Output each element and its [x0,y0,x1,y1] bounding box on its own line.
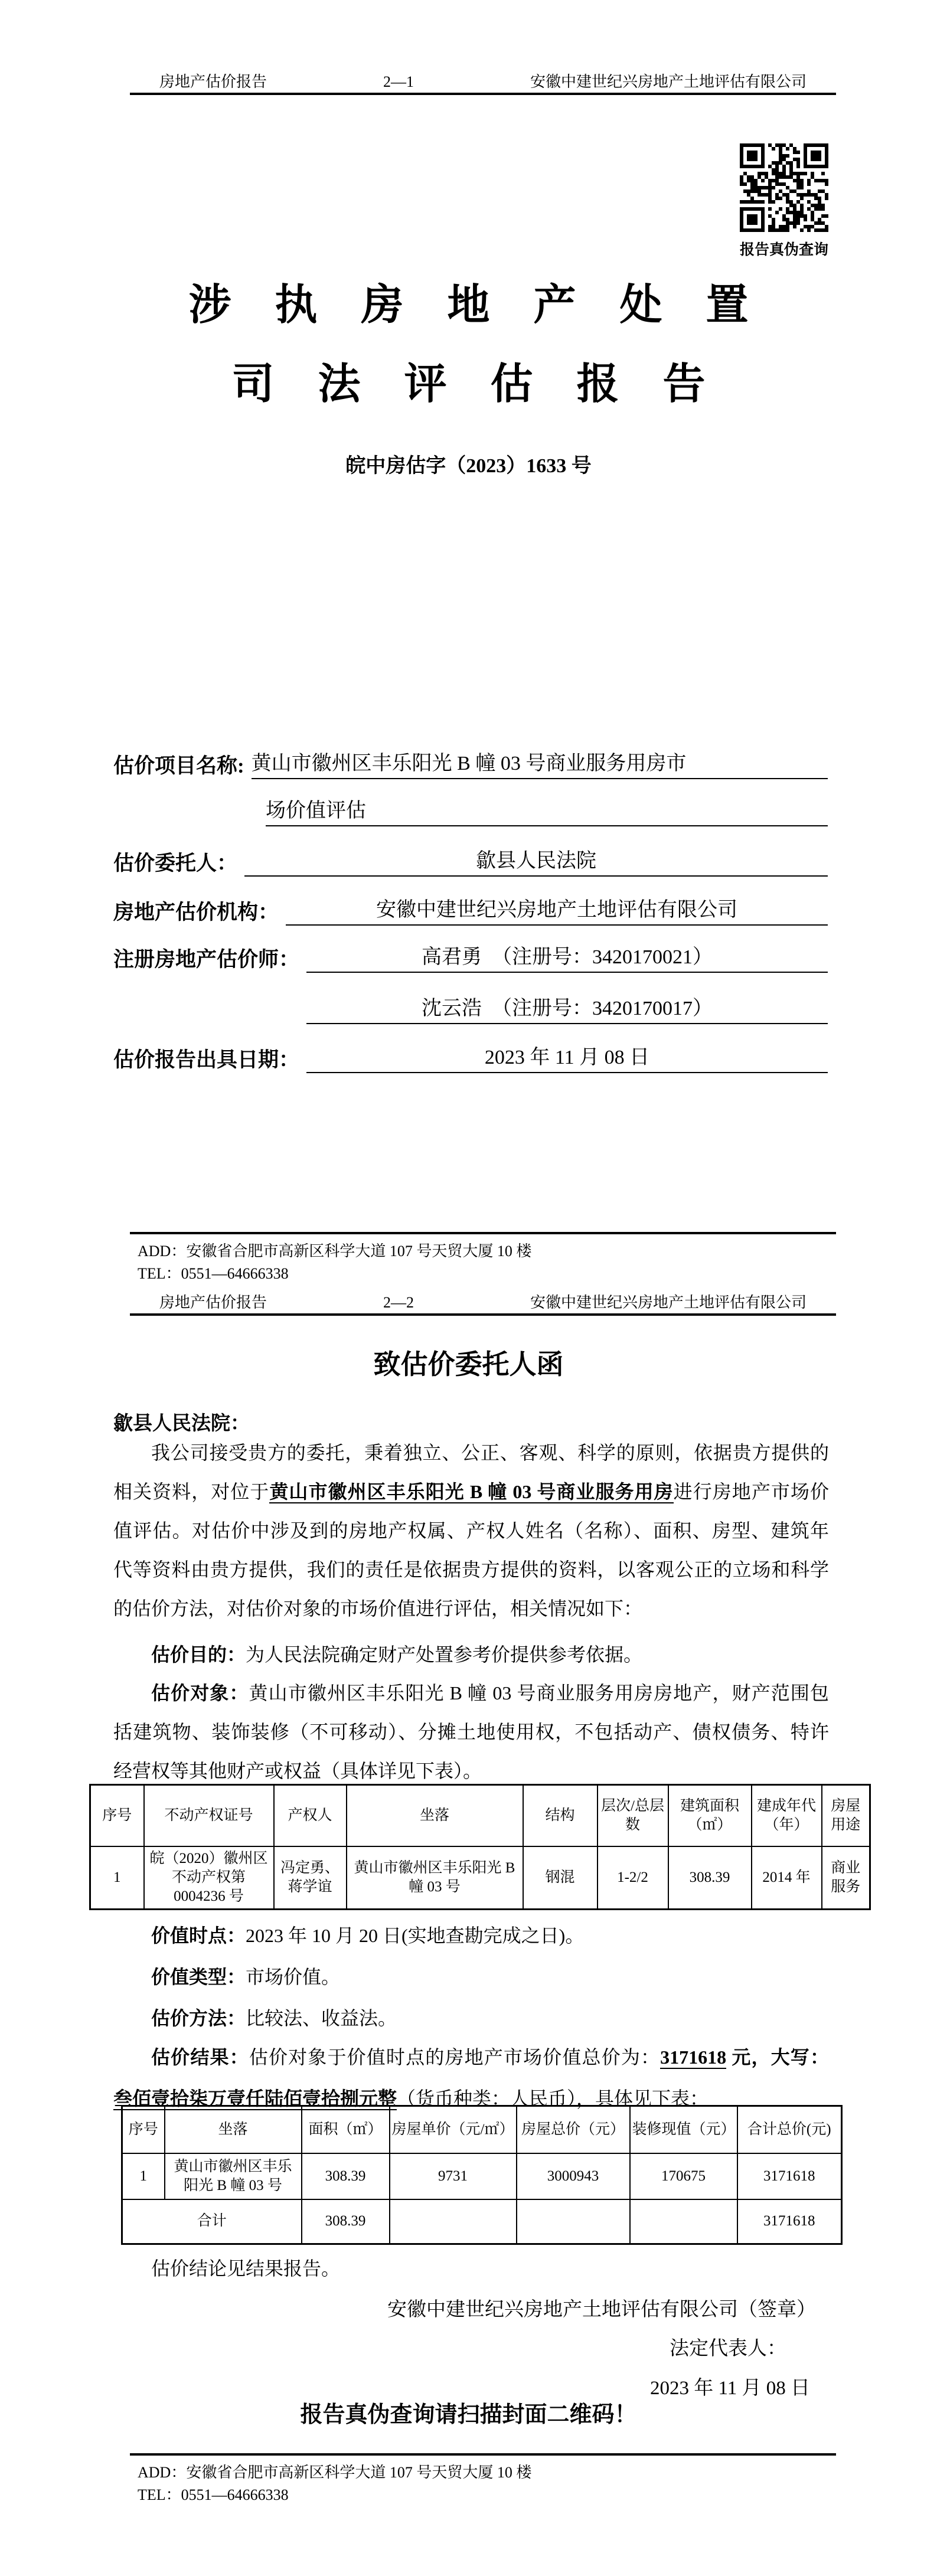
field-value: 2023 年 11 月 08 日 [306,1041,828,1073]
table-cell: 1 [90,1846,144,1910]
text-segment: 元，大写： [726,2047,829,2068]
appraisal-subject [113,1673,829,1790]
text-segment: 估价对象于价值时点的房地产市场价值总价为： [249,2047,661,2068]
text-segment: 估价结果： [151,2047,249,2068]
field-value: 歙县人民法院 [244,844,828,877]
table-header-row [90,1785,870,1846]
letter-title: 致估价委托人函 [373,1349,564,1379]
table-cell: 1 [122,2153,165,2199]
text-segment: 相关资料，对位于 [113,1481,270,1502]
text-segment: 3171618 [660,2047,727,2068]
table-header-cell: 合计总价(元) [737,2106,842,2153]
text-line [113,1673,829,1712]
property-detail-table [89,1784,869,1910]
appraisal-method [113,1999,829,2038]
text-segment: 价值类型： [151,1966,246,1987]
table-header-cell: 装修现值（元） [630,2106,737,2153]
text-line [113,1511,829,1550]
text-segment: （货币种类：人民币），具体见下表： [397,2088,709,2109]
header-company-name: 安徽中建世纪兴房地产土地评估有限公司 [530,73,807,90]
field-value: 场价值评估 [266,794,828,826]
footer-address: ADD：安徽省合肥市高新区科学大道 107 号天贸大厦 10 楼 [138,2464,532,2481]
field-appraiser-2 [113,991,828,1024]
text-segment: 进行房地产市场价 [673,1481,829,1502]
text-segment: 市场价值。 [246,1966,341,1987]
page2-running-header [130,1293,836,1313]
text-segment: 代等资料由贵方提供，我们的责任是依据贵方提供的资料，以客观公正的立场和科学 [113,1559,829,1580]
table-row [122,2153,842,2199]
letter-intro-paragraph [113,1433,829,1628]
text-segment: 我公司接受贵方的委托，秉着独立、公正、客观、科学的原则，依据贵方提供的 [151,1442,829,1463]
text-segment: 的估价方法，对估价对象的市场价值进行评估，相关情况如下： [113,1598,643,1619]
table-header-cell: 产权人 [274,1785,347,1846]
field-label: 估价项目名称: [113,754,244,777]
table-header-cell: 结构 [523,1785,598,1846]
text-segment: 估价目的： [151,1644,246,1665]
text-segment: 黄山市徽州区丰乐阳光 B 幢 03 号商业服务用房 [269,1481,674,1502]
text-segment: 括建筑物、装饰装修（不可移动）、分摊土地使用权，不包括动产、债权债务、特许 [113,1721,829,1743]
signature-legal-representative: 法定代表人： [670,2338,786,2359]
result-note: 估价结论见结果报告。 [151,2258,341,2279]
report-title [0,266,937,424]
footer-rule [130,2453,836,2456]
signature-date: 2023 年 11 月 08 日 [649,2378,810,2399]
report-title-line2: 司 法 评 估 报 告 [231,361,722,408]
field-value: 安徽中建世纪兴房地产土地评估有限公司 [286,893,828,926]
table-row [122,2199,842,2244]
table-cell: 冯定勇、蒋学谊 [274,1846,347,1910]
text-line [113,1916,829,1955]
field-project-name-line2 [266,793,828,826]
table-header-cell: 房屋单价（元/㎡） [390,2106,517,2153]
header-doc-type: 房地产估价报告 [159,1294,267,1311]
text-line [113,1957,829,1996]
letter-salutation: 歙县人民法院： [113,1413,250,1434]
field-appraiser-1 [113,940,828,973]
qr-code [740,143,828,232]
text-segment: 黄山市徽州区丰乐阳光 B 幢 03 号商业服务用房房地产，财产范围包 [249,1682,829,1704]
data-table [121,2105,843,2245]
table-header-cell: 房屋用途 [822,1785,870,1846]
table-header-cell: 建筑面积（㎡） [668,1785,752,1846]
table-cell: 钢混 [523,1846,598,1910]
table-row [90,1846,870,1910]
value-timepoint [113,1916,829,1955]
table-header-cell: 房屋总价（元） [517,2106,630,2153]
page1-running-header [130,72,836,92]
field-project-name [113,746,828,779]
table-cell [390,2199,517,2244]
table-cell: 3000943 [517,2153,630,2199]
text-line [113,1472,829,1511]
table-cell: 3171618 [737,2153,842,2199]
table-cell: 3171618 [737,2199,842,2244]
table-header-row [122,2106,842,2153]
field-label: 估价委托人： [113,852,238,875]
text-segment: 2023 年 10 月 20 日(实地查勘完成之日)。 [246,1925,585,1946]
signature-company: 安徽中建世纪兴房地产土地评估有限公司（签章） [387,2299,816,2320]
header-doc-type: 房地产估价报告 [159,73,267,90]
field-value: 沈云浩 （注册号：3420170017） [306,992,828,1024]
table-cell [630,2199,737,2244]
footer-tel: TEL：0551—64666338 [138,1265,289,1282]
table-header-cell: 坐落 [347,1785,523,1846]
field-label: 房地产估价机构： [113,901,279,924]
text-segment: 比较法、收益法。 [246,2008,397,2029]
table-header-cell: 坐落 [165,2106,302,2153]
text-line [113,1433,829,1472]
text-segment: 叁佰壹拾柒万壹仟陆佰壹拾捌元整 [113,2088,397,2109]
table-cell: 1-2/2 [598,1846,668,1910]
table-header-cell: 层次/总层数 [598,1785,668,1846]
qr-caption: 报告真伪查询 [739,242,828,258]
table-cell: 308.39 [302,2153,390,2199]
footer-rule [130,1232,836,1234]
table-header-cell: 序号 [122,2106,165,2153]
text-line [113,1999,829,2038]
text-segment: 估价方法： [151,2008,246,2029]
text-line [113,1635,829,1674]
footer-tel: TEL：0551—64666338 [138,2486,289,2503]
table-cell: 皖（2020）徽州区不动产权第0004236 号 [144,1846,274,1910]
text-segment: 值评估。对估价中涉及到的房地产权属、产权人姓名（名称）、面积、房型、建筑年 [113,1520,829,1541]
text-line [113,1550,829,1589]
header-company-name: 安徽中建世纪兴房地产土地评估有限公司 [530,1294,807,1311]
field-value: 高君勇 （注册号：3420170021） [306,940,828,973]
table-cell: 2014 年 [752,1846,822,1910]
table-cell: 合计 [122,2199,302,2244]
text-line [113,1589,829,1628]
table-cell: 170675 [630,2153,737,2199]
valuation-result-table [121,2105,841,2245]
text-segment: 价值时点： [151,1925,246,1946]
text-line [113,2036,829,2078]
text-segment: 估价对象： [151,1682,249,1704]
field-label: 注册房地产估价师： [113,948,300,971]
field-agency [113,893,828,926]
value-type [113,1957,829,1996]
field-report-date [113,1040,828,1073]
footer-address: ADD：安徽省合肥市高新区科学大道 107 号天贸大厦 10 楼 [138,1243,532,1260]
table-cell [517,2199,630,2244]
header-rule [130,93,836,95]
header-page-number: 2—2 [383,1294,414,1311]
field-value: 黄山市徽州区丰乐阳光 B 幢 03 号商业服务用房市 [252,747,828,779]
table-cell: 黄山市徽州区丰乐阳光 B 幢 03 号 [347,1846,523,1910]
header-rule [130,1313,836,1316]
scan-qr-notice: 报告真伪查询请扫描封面二维码！ [300,2402,637,2427]
table-header-cell: 面积（㎡） [302,2106,390,2153]
table-header-cell: 建成年代（年） [752,1785,822,1846]
table-cell: 308.39 [302,2199,390,2244]
appraisal-purpose [113,1635,829,1674]
data-table [89,1784,871,1910]
header-page-number: 2—1 [383,73,414,90]
report-title-line1: 涉 执 房 地 产 处 置 [188,282,765,329]
text-line [113,1712,829,1751]
table-cell: 黄山市徽州区丰乐阳光 B 幢 03 号 [165,2153,302,2199]
text-segment: 经营权等其他财产或权益（具体详见下表）。 [113,1760,482,1781]
table-cell: 308.39 [668,1846,752,1910]
field-label: 估价报告出具日期： [113,1048,300,1071]
table-cell: 商业服务 [822,1846,870,1910]
document-number: 皖中房估字（2023）1633 号 [345,455,592,477]
table-header-cell: 不动产权证号 [144,1785,274,1846]
field-client [113,844,828,877]
text-segment: 为人民法院确定财产处置参考价提供参考依据。 [246,1644,643,1665]
table-header-cell: 序号 [90,1785,144,1846]
table-cell: 9731 [390,2153,517,2199]
